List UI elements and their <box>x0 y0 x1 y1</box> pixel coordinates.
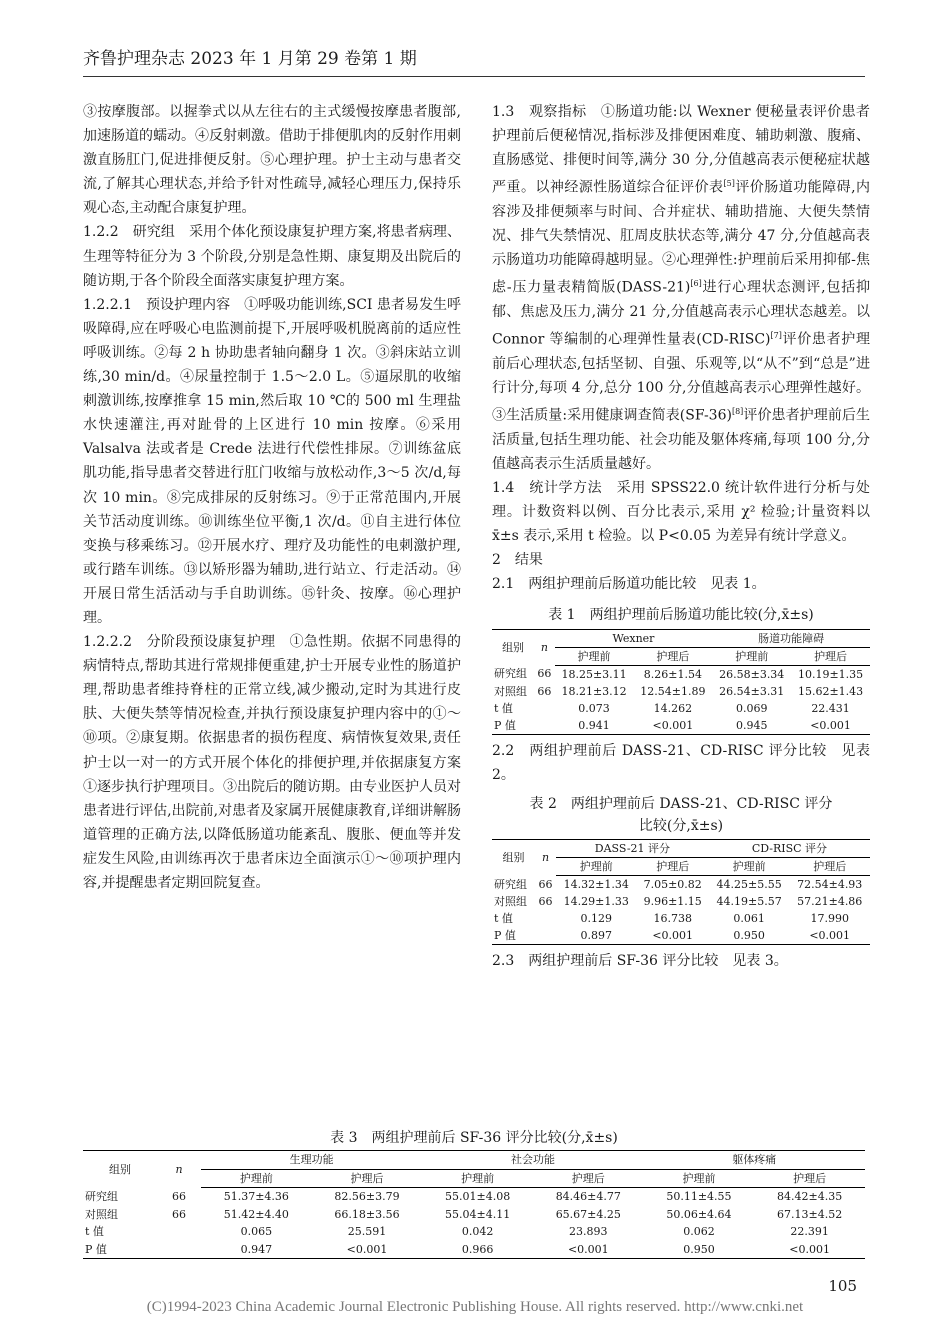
table-cell: 50.06±4.64 <box>666 1207 732 1221</box>
table-cell: 26.54±3.31 <box>719 684 785 698</box>
table-cell: 0.950 <box>644 1241 755 1259</box>
citation: [7] <box>770 331 782 341</box>
row-label: t 值 <box>494 911 513 925</box>
col-header-physical: 生理功能 <box>201 1151 422 1170</box>
table-cell: 15.62±1.43 <box>797 684 864 698</box>
table-row <box>492 665 870 683</box>
table-cell <box>157 1223 201 1241</box>
table-row <box>492 700 870 717</box>
table-cell: <0.001 <box>791 717 870 735</box>
table-cell: 14.32±1.34 <box>563 877 629 891</box>
table-cell: 44.25±5.55 <box>716 877 782 891</box>
paragraph: ③按摩腹部。以握拳式以从左往右的主式缓慢按摩患者腹部,加速肠道的蠕动。④反射刺激。借助于排便肌肉的反射作用刺激直肠肛门,促进排便反射。⑤心理护理。护士主动与患者交流,了解其心理状态,并给予针对性疏导,减轻心理压力,保持乐观心态,主动配合康复护理。 <box>83 104 461 217</box>
table-cell: 7.05±0.82 <box>643 877 702 891</box>
table-cell: <0.001 <box>754 1241 865 1259</box>
table-cell: 66.18±3.56 <box>334 1207 400 1221</box>
table-row <box>492 717 870 735</box>
copyright-footer: (C)1994-2023 China Academic Journal Electronic Publishing House. All rights reserved. http://www.cnki.net <box>146 1299 804 1315</box>
table-row <box>492 910 870 927</box>
paragraph: 1.2.2.1 预设护理内容 ①呼吸功能训练,SCI 患者易发生呼吸障碍,应在呼吸心电监测前提下,开展呼吸机脱离前的适应性呼吸训练。②每 2 h 协助患者轴向翻身 1 次。③斜床站立训练,30 min/d。④尿量控制于 1.5～2.0 L。⑤逼尿肌的收缩刺激训练,按摩推拿 15 min,然后取 10 ℃的 500 ml 生理盐水快速灌注,再对趾骨的上区进行 10 min 按摩。⑥采用 Valsalva 法或者是 Crede 法进行代偿性排尿。⑦训练盆底肌功能,指导患者交替进行肛门收缩与放松动作,3～5 次/d,每次 10 min。⑧完成排尿的反射练习。⑨于正常范围内,开展关节活动度训练。⑩训练坐位平衡,1 次/d。⑪自主进行体位变换与移乘练习。⑫开展水疗、理疗及功能性的电刺激护理,或行踏车训练。⑬以矫形器为辅助,进行站立、行走活动。⑭开展日常生活活动与手自助训练。⑮针灸、按摩。⑯心理护理。 <box>83 296 461 626</box>
table-row <box>492 683 870 700</box>
table-cell: 72.54±4.93 <box>797 877 863 891</box>
table-cell: 0.129 <box>580 911 612 925</box>
table-cell: 25.591 <box>347 1225 387 1238</box>
table-cell: 8.26±1.54 <box>643 667 702 681</box>
row-label: 对照组 <box>85 1207 118 1221</box>
citation: [8] <box>731 407 744 417</box>
paragraph-result-3: 2.3 两组护理前后 SF-36 评分比较 见表 3。 <box>492 952 788 969</box>
left-column <box>83 100 461 895</box>
table-cell: <0.001 <box>633 717 712 735</box>
table-cell: 0.947 <box>201 1241 312 1259</box>
table-cell: 66 <box>538 877 553 891</box>
table-row <box>83 1188 865 1206</box>
table-cell: 0.042 <box>461 1225 494 1238</box>
col-header-social: 社会功能 <box>422 1151 643 1170</box>
table-cell: 12.54±1.89 <box>640 684 706 698</box>
table3-body <box>83 1188 865 1259</box>
table-cell: 22.431 <box>811 701 850 715</box>
table-cell: 55.04±4.11 <box>445 1207 511 1221</box>
table-cell: 50.11±4.55 <box>666 1190 732 1203</box>
table-row <box>492 875 870 893</box>
table-cell: 0.966 <box>422 1241 533 1259</box>
table-cell: 44.19±5.57 <box>716 894 782 908</box>
table-cell: 18.25±3.11 <box>561 667 627 681</box>
paragraph: 1.2.2 研究组 采用个体化预设康复护理方案,将患者病理、生理等特征分为 3 个阶段,分别是急性期、康复期及出院后的随访期,于各个阶段全面落实康复护理方案。 <box>83 224 461 289</box>
paragraph-observation: 1.3 观察指标 ①肠道功能:以 Wexner 便秘量表评价患者护理前后便秘情况,指标涉及排便困难度、辅助刺激、腹痛、直肠感觉、排便时间等,满分 30 分,分值越高表示便秘症状越严重。以神经源性肠道综合征评价表[5]评价肠道功能障碍,内容涉及排便频率与时间、合并症状、辅助措施、大便失禁情况、排气失禁情况、肛周皮肤状态等,满分 47 分,分值越高表示肠道功功能障碍越明显。②心理弹性:护理前后采用抑郁-焦虑-压力量表精简版(DASS-21)[6]进行心理状态测评,包括抑郁、焦虑及压力,满分 21 分,分值越高表示心理状态越差。以 Connor 等编制的心理弹性量表(CD-RISC)[7]评价患者护理前后心理状态,包括坚韧、自强、乐观等,以“从不”到“总是”进行计分,每项 4 分,总分 100 分,分值越高表示心理弹性越好。③生活质量:采用健康调查简表(SF-36)[8]评价患者护理前后生活质量,包括生理功能、社会功能及躯体疼痛,每项 100 分,分值越高表示生活质量越好。 <box>492 104 871 472</box>
table-cell: 0.065 <box>240 1225 273 1238</box>
col-header-n: n <box>535 839 556 875</box>
col-header-bowel: 肠道功能障碍 <box>712 629 870 647</box>
col-header-n: n <box>534 629 555 665</box>
row-label: t 值 <box>85 1225 104 1238</box>
table-cell <box>157 1241 201 1259</box>
citation: [6] <box>690 279 702 289</box>
table-cell: 0.061 <box>733 911 765 925</box>
table-cell: 66 <box>172 1189 186 1203</box>
table-cell: 22.391 <box>790 1225 829 1238</box>
table-cell: 9.96±1.15 <box>643 894 702 908</box>
row-label: 研究组 <box>494 667 527 681</box>
table-cell: 26.58±3.34 <box>719 667 785 681</box>
col-header-group: 组别 <box>492 839 535 875</box>
table-cell: <0.001 <box>533 1241 644 1259</box>
right-column <box>492 100 870 973</box>
table-cell: 84.42±4.35 <box>777 1190 843 1203</box>
row-label: P 值 <box>492 927 535 945</box>
col-header-dass: DASS-21 评分 <box>556 839 709 857</box>
header-rule <box>83 76 865 77</box>
table-row <box>492 927 870 945</box>
table-cell: 66 <box>538 894 553 908</box>
table-cell: 18.21±3.12 <box>561 684 627 698</box>
table-cell: 55.01±4.08 <box>445 1190 511 1203</box>
table2-body <box>492 875 870 944</box>
table-cell: 0.941 <box>555 717 634 735</box>
table3-wrap <box>83 1127 865 1259</box>
row-label: 研究组 <box>494 877 527 891</box>
table1: 组别 n Wexner 肠道功能障碍 护理前 护理后 护理前 护理后 研究组 66 18.25±3.11 8.26±1.54 26.58±3.34 10.19±1.35 对照组 66 18.21±3.12 12.54±1.89 26.54±3.31 15.62±1.43 t 值 0.073 14.262 0.069 22.431 P 值 0.941 <0.001 0.945 <0.001 <box>492 629 870 735</box>
table-cell: 0.062 <box>683 1225 715 1238</box>
table-cell: <0.001 <box>637 927 709 945</box>
paragraph-result-2: 2.2 两组护理前后 DASS-21、CD-RISC 评分比较 见表 2。 <box>492 742 870 783</box>
row-label: 研究组 <box>85 1189 118 1203</box>
table-cell <box>535 910 556 927</box>
table-cell: 10.19±1.35 <box>797 667 864 681</box>
journal-header: 齐鲁护理杂志 2023 年 1 月第 29 卷第 1 期 <box>83 49 417 69</box>
table-cell <box>534 717 555 735</box>
paragraph-result-1: 2.1 两组护理前后肠道功能比较 见表 1。 <box>492 576 766 593</box>
table-cell: 84.46±4.77 <box>555 1190 621 1203</box>
col-header-wexner: Wexner <box>555 629 713 647</box>
table-cell: 66 <box>537 667 552 681</box>
table-row <box>83 1206 865 1224</box>
paragraph-statistics: 1.4 统计学方法 采用 SPSS22.0 统计软件进行分析与处理。计数资料以例、百分比表示,采用 χ² 检验;计量资料以 x̄±s 表示,采用 t 检验。以 P<0.05 为差异有统计学意义。 <box>492 480 870 545</box>
row-label: 对照组 <box>494 684 527 698</box>
table-cell: <0.001 <box>312 1241 423 1259</box>
table-cell: 0.069 <box>735 701 768 715</box>
section-heading: 2 结果 <box>492 552 543 569</box>
table-cell: 51.37±4.36 <box>223 1190 289 1203</box>
citation: [5] <box>723 179 735 189</box>
table-cell: <0.001 <box>789 927 870 945</box>
row-label: 对照组 <box>494 894 527 908</box>
table-cell: 23.893 <box>569 1225 608 1238</box>
table3-caption: 表 3 两组护理前后 SF-36 评分比较(分,x̄±s) <box>330 1130 618 1146</box>
page-number: 105 <box>828 1277 857 1295</box>
table-cell: 57.21±4.86 <box>797 894 863 908</box>
table-cell: 17.990 <box>810 911 849 925</box>
table-cell: 14.29±1.33 <box>563 894 629 908</box>
table2: 组别 n DASS-21 评分 CD-RISC 评分 护理前 护理后 护理前 护理后 研究组 66 14.32±1.34 7.05±0.82 44.25±5.55 72.54±4.93 对照组 66 14.29±1.33 9.96±1.15 44.19±5.57 57.21±4.86 t 值 0.129 16.738 0.061 17.990 P 值 0.897 <0.001 0.950 <0.001 <box>492 839 870 945</box>
paragraph: 1.2.2.2 分阶段预设康复护理 ①急性期。依据不同患得的病情特点,帮助其进行常规排便重建,护士开展专业性的肠道护理,帮助患者维持脊柱的正常立线,减少搬动,定时为其进行皮肤、大便失禁等情况检查,并执行预设康复护理内容中的①～⑩项。②康复期。依据患者的损伤程度、病情恢复效果,责任护士以一对一的方式开展个体化的排便护理,并依据康复方案①逐步执行护理项目。③出院后的随访期。由专业医护人员对患者进行评估,出院前,对患者及家属开展健康教育,详细讲解肠道管理的正确方法,以降低肠道功能紊乱、腹胀、便血等并发症发生风险,由训练再次于患者床边全面演示①～⑩项护理内容,并提醒患者定期回院复查。 <box>83 634 461 891</box>
table-cell <box>535 927 556 945</box>
row-label: P 值 <box>83 1241 157 1259</box>
table-row <box>83 1241 865 1259</box>
table-row <box>83 1223 865 1241</box>
col-header-group: 组别 <box>83 1151 157 1188</box>
table-cell: 0.945 <box>712 717 791 735</box>
table-cell: 0.073 <box>578 701 610 715</box>
table-row <box>492 893 870 910</box>
table1-body <box>492 665 870 734</box>
col-header-pain: 躯体疼痛 <box>644 1151 865 1170</box>
table-cell: 82.56±3.79 <box>334 1190 400 1203</box>
col-header-n: n <box>157 1151 201 1188</box>
table-cell: 0.897 <box>556 927 637 945</box>
row-label: P 值 <box>492 717 534 735</box>
table-cell: 65.67±4.25 <box>555 1207 621 1221</box>
table-cell: 51.42±4.40 <box>223 1207 289 1221</box>
table-cell: 67.13±4.52 <box>777 1207 843 1221</box>
row-label: t 值 <box>494 701 513 715</box>
table1-caption: 表 1 两组护理前后肠道功能比较(分,x̄±s) <box>548 606 814 623</box>
table-cell: 16.738 <box>653 911 692 925</box>
table-cell: 14.262 <box>653 701 693 715</box>
table-cell: 0.950 <box>709 927 790 945</box>
table2-caption: 表 2 两组护理前后 DASS-21、CD-RISC 评分 比较(分,x̄±s) <box>529 795 833 834</box>
col-header-cdrisc: CD-RISC 评分 <box>709 839 870 857</box>
table-cell <box>534 700 555 717</box>
table-cell: 66 <box>172 1207 186 1221</box>
table3: 组别 n 生理功能 社会功能 躯体疼痛 护理前 护理后 护理前 护理后 护理前 护理后 研究组 66 51.37±4.36 82.56±3.79 55.01±4.08 84.46±4.77 50.11±4.55 84.42±4.35 对照组 66 51.42±4.40 66.18±3.56 55.04±4.11 65.67±4.25 50.06±4.64 67.13±4.52 t 值 0.065 25.591 0.042 23.893 0.062 22.391 P 值 0.947 <0.001 0.966 <0.001 0.950 <0.001 <box>83 1150 865 1259</box>
table-cell: 66 <box>537 684 552 698</box>
col-header-group: 组别 <box>492 629 534 665</box>
